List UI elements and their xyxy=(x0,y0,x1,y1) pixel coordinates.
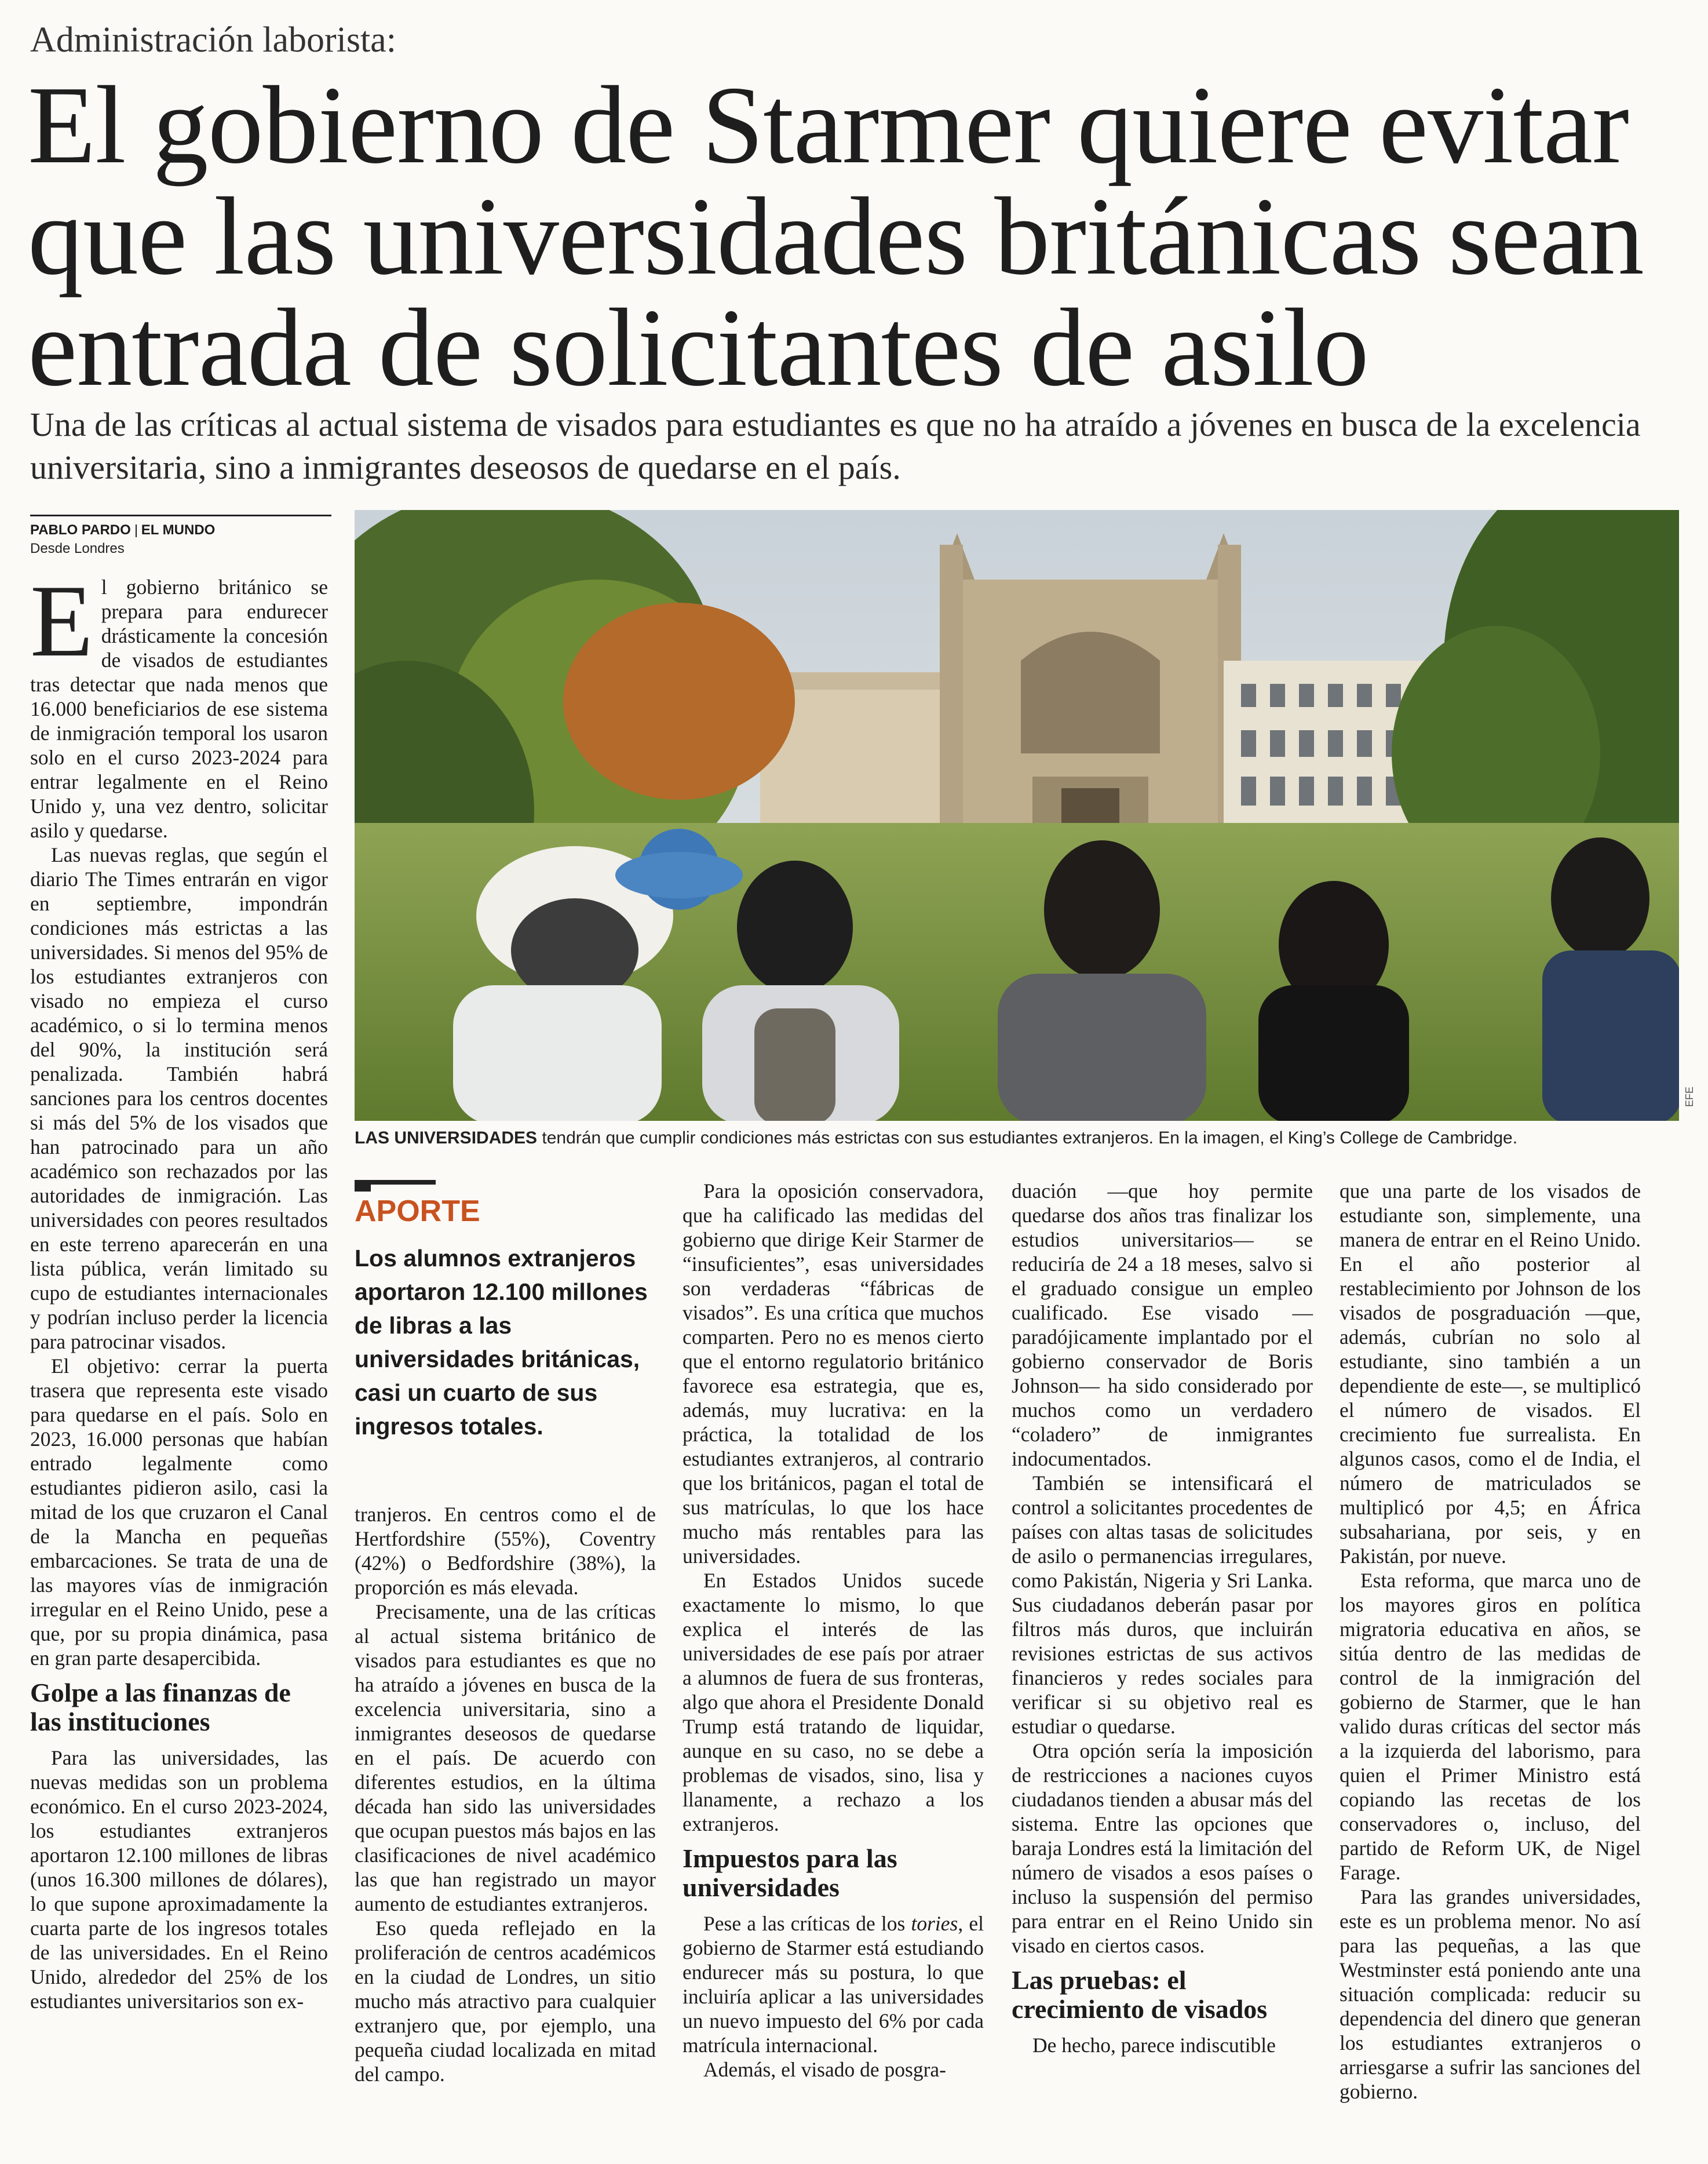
paragraph-10-b: , el gobierno de Starmer está estudiando endurecer más su postura, lo que incluiría aplicar a las universidades un nuevo impuesto del 6% por cada matrícula internacional. xyxy=(683,1912,984,2057)
byline-author: PABLO PARDO xyxy=(30,522,131,538)
paragraph-10-em: tories xyxy=(911,1912,958,1935)
article-column-1 xyxy=(30,563,328,2013)
paragraph-1-text: l gobierno británico se prepara para endurecer drásticamente la concesión de visados de estudiantes tras detectar que nada menos que 16.000 beneficiarios de ese sistema de inmigración temporal los usaron solo en el curso 2023-2024 para entrar legalmente en el Reino Unido y, una vez dentro, solicitar asilo y quedarse. xyxy=(30,575,328,842)
aporte-rule-block xyxy=(355,1180,371,1192)
article-column-2 xyxy=(355,1502,656,2086)
aporte-title: APORTE xyxy=(355,1194,480,1228)
byline xyxy=(30,515,331,558)
paragraph-13: También se intensificará el control a solicitantes procedentes de países con altas tasas de solicitudes de asilo o permanencias irregulares, como Pakistán, Nigeria y Sri Lanka. Sus ciudadanos deberán pasar por filtros más duros, que incluirán revisiones estrictas de sus activos financieros y redes sociales para verificar si su objetivo real es estudiar o quedarse. xyxy=(1012,1471,1313,1738)
photo-illustration xyxy=(355,510,1679,1121)
byline-place: Desde Londres xyxy=(30,541,125,556)
subheading-impuestos: Impuestos para las universidades xyxy=(683,1844,897,1902)
paragraph-9: En Estados Unidos sucede exactamente lo mismo, lo que explica el interés de las universidades de ese país por atraer a alumnos de fuera de sus fronteras, algo que ahora el Presidente Donald Trump está tratando de liquidar, aunque en su caso, no se debe a problemas de visados, sino, lisa y llanamente, a rechazo a los extranjeros. xyxy=(683,1569,984,1835)
paragraph-16: que una parte de los visados de estudiante son, simplemente, una manera de entrar en el Reino Unido. En el año posterior al restablecimiento por Johnson de los visados de posgraduación —que, además, cubrían no solo al estudiante, sino también a un dependiente de este—, se multiplicó el número de visados. El crecimiento fue surrealista. En algunos casos, como el de India, el número de matriculados se multiplicó por 4,5; en África subsahariana, por seis, y en Pakistán, por nueve. xyxy=(1340,1179,1641,1568)
paragraph-1 xyxy=(30,563,328,843)
article-column-3 xyxy=(683,1179,984,2082)
headline-line-1: El gobierno de Starmer quiere evitar xyxy=(28,63,1629,187)
byline-separator xyxy=(136,524,137,537)
photo-kings-college xyxy=(355,510,1679,1121)
paragraph-4: Para las universidades, las nuevas medidas son un problema económico. En el curso 2023-2024, los estudiantes extranjeros aportaron 12.100 millones de libras (unos 16.300 millones de dólares), lo que supone aproximadamente la cuarta parte de los ingresos totales de las universidades. En el Reino Unido, alrededor del 25% de los estudiantes universitarios son ex- xyxy=(30,1746,328,2013)
subheading-finanzas: Golpe a las finanzas de las instituciones xyxy=(30,1678,291,1736)
caption-lead: LAS UNIVERSIDADES xyxy=(355,1128,538,1147)
paragraph-18: Para las grandes universidades, este es un problema menor. No así para las pequeñas, a las que Westminster está poniendo ante una situación complicada: reducir su dependencia del dinero que generan los estudiantes extranjeros o arriesgarse a sufrir las sanciones del gobierno. xyxy=(1340,1885,1641,2103)
headline xyxy=(28,63,1685,409)
article-column-5 xyxy=(1340,1179,1641,2104)
subheading-pruebas: Las pruebas: el crecimiento de visados xyxy=(1012,1965,1268,2024)
paragraph-7: Eso queda reflejado en la proliferación de centros académicos en la ciudad de Londres, un sitio mucho más atractivo para cualquier extranjero que, por ejemplo, una pequeña ciudad localizada en mitad del campo. xyxy=(355,1917,656,2086)
drop-cap: E xyxy=(30,563,93,678)
paragraph-5: tranjeros. En centros como el de Hertfordshire (55%), Coventry (42%) o Bedfordshire (38%), la proporción es más elevada. xyxy=(355,1503,656,1599)
aporte-text: Los alumnos extranjeros aportaron 12.100 millones de libras a las universidades británicas, casi un cuarto de sus ingresos totales. xyxy=(355,1245,648,1440)
paragraph-12: duación —que hoy permite quedarse dos años tras finalizar los estudios universitarios— se reduciría de 24 a 18 meses, salvo si el graduado consigue un empleo cualificado. Ese visado —paradójicamente implantado por el gobierno conservador de Boris Johnson— ha sido considerado por muchos como un verdadero “coladero” de inmigrantes indocumentados. xyxy=(1012,1179,1313,1470)
paragraph-3: El objetivo: cerrar la puerta trasera que representa este visado para quedarse en el país. Solo en 2023, 16.000 personas que habían entrado legalmente como estudiantes pidieron asilo, casi la mitad de los que cruzaron el Canal de la Mancha en pequeñas embarcaciones. Se trata de una de las mayores vías de inmigración irregular en el Reino Unido, pese a que, por su propia dinámica, pasa en gran parte desapercibida. xyxy=(30,1354,328,1670)
photo-caption xyxy=(355,1127,1681,1150)
paragraph-10-a: Pese a las críticas de los xyxy=(703,1912,911,1935)
paragraph-6: Precisamente, una de las críticas al actual sistema británico de visados para estudiantes es que no ha atraído a jóvenes en busca de la excelencia universitaria, sino a inmigrantes deseosos de quedarse en el país. De acuerdo con diferentes estudios, en la última década han sido las universidades que ocupan puestos más bajos en las clasificaciones de nivel académico las que han registrado un mayor aumento de estudiantes extranjeros. xyxy=(355,1600,656,1915)
paragraph-2: Las nuevas reglas, que según el diario The Times entrarán en vigor en septiembre, impondrán condiciones más estrictas a las universidades. Si menos del 95% de los estudiantes extranjeros con visado no empieza el curso académico, o si lo termina menos del 90%, la institución será penalizada. También habrá sanciones para los centros docentes si más del 5% de los visados que han patrocinado para un año académico son rechazados por las autoridades de inmigración. Las universidades con peores resultados en este terreno aparecerán en una lista pública, verán limitado su cupo de estudiantes internacionales y podrían incluso perder la licencia para patrocinar visados. xyxy=(30,843,328,1353)
photo-credit: EFE xyxy=(1684,1086,1695,1107)
paragraph-8: Para la oposición conservadora, que ha calificado las medidas del gobierno que dirige Keir Starmer de “insuficientes”, esas universidades son verdaderas “fábricas de visados”. Es una crítica que muchos comparten. Pero no es menos cierto que el entorno regulatorio británico favorece esa estrategia, que es, además, muy lucrativa: en la práctica, la totalidad de los estudiantes extranjeros, al contrario que los británicos, pagan el total de sus matrículas, lo que los hace mucho más rentables para las universidades. xyxy=(683,1179,984,1568)
kicker: Administración laborista: xyxy=(30,20,396,60)
deck-subtitle: Una de las críticas al actual sistema de visados para estudiantes es que no ha atraído a jóvenes en busca de la excelencia universitaria, sino a inmigrantes deseosos de quedarse en el país. xyxy=(30,406,1641,486)
paragraph-14: Otra opción sería la imposición de restricciones a naciones cuyos ciudadanos tienden a abusar más del sistema. Entre las opciones que baraja Londres está la limitación del número de visados a esos países o incluso la suspensión del permiso para entrar en el Reino Unido sin visado en ciertos casos. xyxy=(1012,1739,1313,1957)
paragraph-11: Además, el visado de posgra- xyxy=(703,2058,946,2081)
paragraph-17: Esta reforma, que marca uno de los mayores giros en política migratoria educativa en años, se sitúa dentro de las medidas de control de la inmigración del gobierno de Starmer, que le han valido duras críticas del sector más a la izquierda del laborismo, para quien el Primer Ministro está copiando las recetas de los conservadores o, incluso, del partido de Reform UK, de Nigel Farage. xyxy=(1340,1569,1641,1884)
paragraph-15: De hecho, parece indiscutible xyxy=(1032,2034,1276,2057)
headline-line-3: entrada de solicitantes de asilo xyxy=(28,286,1368,409)
headline-line-2: que las universidades británicas sean xyxy=(28,174,1644,298)
caption-text: tendrán que cumplir condiciones más estrictas con sus estudiantes extranjeros. En la imagen, el King’s College de Cambridge. xyxy=(537,1128,1518,1147)
paragraph-10 xyxy=(683,1911,984,2057)
article-column-4 xyxy=(1012,1179,1313,2057)
byline-outlet: EL MUNDO xyxy=(141,522,216,538)
